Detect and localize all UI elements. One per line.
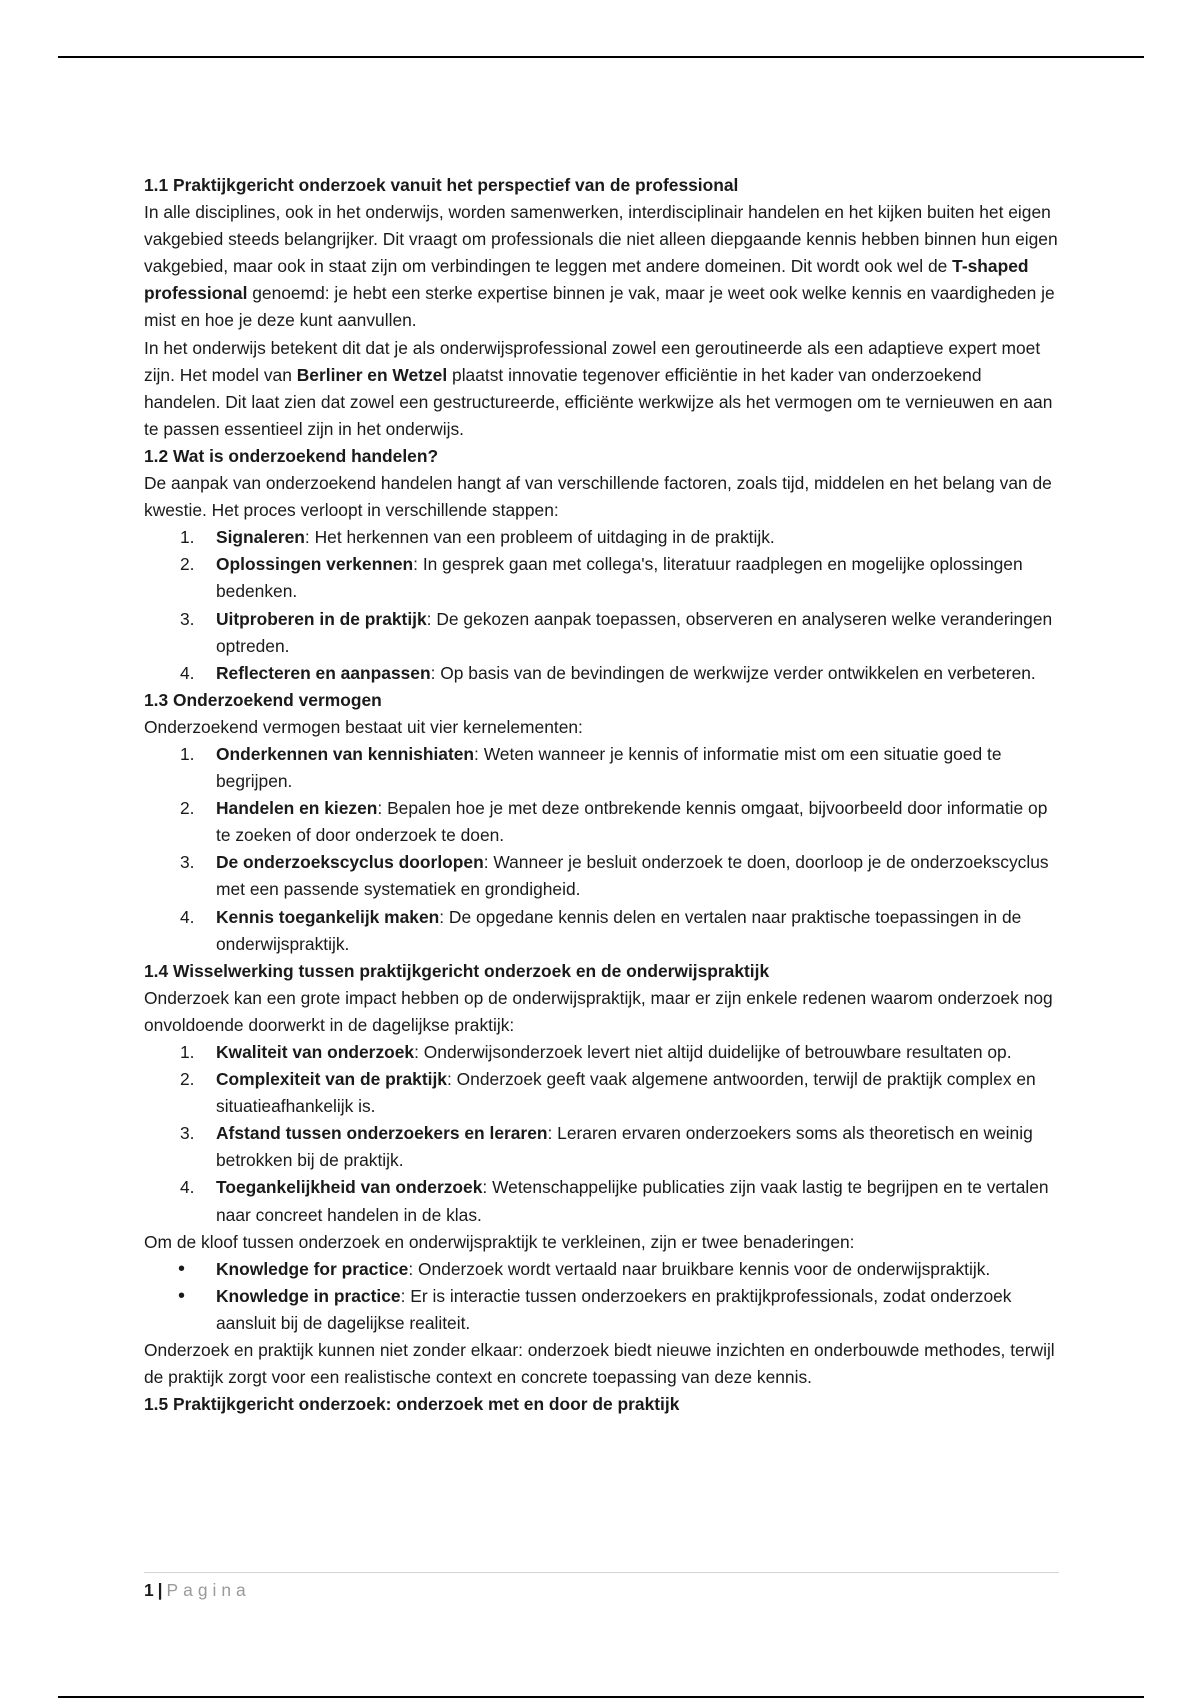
paragraph: In het onderwijs betekent dit dat je als onderwijsprofessional zowel een geroutineerde als een adaptieve expert moet zijn. Het model van Berliner en Wetzel plaatst innovatie tegenover efficiëntie in het kader van onderzoekend handelen. Dit laat zien dat zowel een gestructureerde, efficiënte werkwijze als het vermogen om te vernieuwen en aan te passen essentieel zijn in het onderwijs.	[144, 337, 1053, 439]
bottom-rule	[58, 1696, 1144, 1698]
page-footer	[144, 1578, 251, 1602]
paragraph: Onderzoek kan een grote impact hebben op de onderwijspraktijk, maar er zijn enkele redenen waarom onderzoek nog onvoldoende doorwerkt in de dagelijkse praktijk:	[144, 987, 1053, 1035]
paragraph: Onderzoek en praktijk kunnen niet zonder elkaar: onderzoek biedt nieuwe inzichten en onderbouwde methodes, terwijl de praktijk zorgt voor een realistische context en concrete toepassing van deze kennis.	[144, 1340, 1055, 1388]
bullet-item: • Knowledge for practice: Onderzoek wordt vertaald naar bruikbare kennis voor de onderwijspraktijk.	[144, 1256, 1062, 1283]
paragraph: De aanpak van onderzoekend handelen hangt af van verschillende factoren, zoals tijd, middelen en het belang van de kwestie. Het proces verloopt in verschillende stappen:	[144, 473, 1052, 521]
footer-rule	[144, 1572, 1059, 1573]
document-body	[144, 172, 1062, 1418]
section-heading: 1.2 Wat is onderzoekend handelen?	[144, 445, 439, 466]
list-item: 3. Afstand tussen onderzoekers en leraren: Leraren ervaren onderzoekers soms als theoretisch en weinig betrokken bij de praktijk.	[180, 1123, 1033, 1171]
bullet-icon: •	[178, 1257, 186, 1280]
paragraph: Onderzoekend vermogen bestaat uit vier kernelementen:	[144, 716, 583, 737]
list-item: 2. Oplossingen verkennen: In gesprek gaan met collega's, literatuur raadplegen en mogelijke oplossingen bedenken.	[180, 554, 1023, 602]
page-label: Pagina	[166, 1580, 251, 1600]
list-item: 4. Toegankelijkheid van onderzoek: Wetenschappelijke publicaties zijn vaak lastig te begrijpen en te vertalen naar concreet handelen in de klas.	[180, 1177, 1049, 1225]
section-heading: 1.4 Wisselwerking tussen praktijkgericht onderzoek en de onderwijspraktijk	[144, 960, 770, 981]
list-item: 1. Kwaliteit van onderzoek: Onderwijsonderzoek levert niet altijd duidelijke of betrouwbare resultaten op.	[180, 1042, 1012, 1062]
list-item: 4. Kennis toegankelijk maken: De opgedane kennis delen en vertalen naar praktische toepassingen in de onderwijspraktijk.	[180, 906, 1022, 954]
bullet-item: • Knowledge in practice: Er is interactie tussen onderzoekers en praktijkprofessionals, zodat onderzoek aansluit bij de dagelijkse realiteit.	[178, 1284, 1012, 1333]
list-item: 2. Handelen en kiezen: Bepalen hoe je met deze ontbrekende kennis omgaat, bijvoorbeeld door informatie op te zoeken of door onderzoek te doen.	[180, 798, 1048, 846]
page-number: 1	[144, 1580, 154, 1600]
numbered-list	[144, 524, 1062, 687]
list-item: 3. De onderzoekscyclus doorlopen: Wanneer je besluit onderzoek te doen, doorloop je de onderzoekscyclus met een passende systematiek en grondigheid.	[180, 852, 1049, 900]
bullet-icon: •	[178, 1284, 186, 1307]
paragraph: In alle disciplines, ook in het onderwijs, worden samenwerken, interdisciplinair handelen en het kijken buiten het eigen vakgebied steeds belangrijker. Dit vraagt om professionals die niet alleen diepgaande kennis hebben binnen hun eigen vakgebied, maar ook in staat zijn om verbindingen te leggen met andere domeinen. Dit wordt ook wel de T-shaped professional genoemd: je hebt een sterke expertise binnen je vak, maar je weet ook welke kennis en vaardigheden je mist en hoe je deze kunt aanvullen.	[144, 202, 1058, 331]
list-item: 1. Onderkennen van kennishiaten: Weten wanneer je kennis of informatie mist om een situatie goed te begrijpen.	[180, 743, 1002, 792]
bold-term: Berliner en Wetzel	[296, 364, 448, 385]
section-heading: 1.1 Praktijkgericht onderzoek vanuit het perspectief van de professional	[144, 175, 739, 195]
numbered-list	[144, 741, 1062, 958]
footer-separator: |	[157, 1580, 163, 1600]
list-item: 1. Signaleren: Het herkennen van een probleem of uitdaging in de praktijk.	[180, 527, 775, 548]
header-rule	[58, 56, 1144, 58]
section-heading: 1.3 Onderzoekend vermogen	[144, 689, 382, 710]
bold-term: T-shaped professional	[144, 256, 1029, 304]
section-heading: 1.5 Praktijkgericht onderzoek: onderzoek met en door de praktijk	[144, 1394, 680, 1415]
numbered-list	[144, 1039, 1062, 1229]
list-item: 3. Uitproberen in de praktijk: De gekozen aanpak toepassen, observeren en analyseren welke veranderingen optreden.	[180, 608, 1053, 656]
list-item: 2. Complexiteit van de praktijk: Onderzoek geeft vaak algemene antwoorden, terwijl de praktijk complex en situatieafhankelijk is.	[180, 1069, 1036, 1117]
paragraph: Om de kloof tussen onderzoek en onderwijspraktijk te verkleinen, zijn er twee benaderingen:	[144, 1231, 855, 1252]
bullet-list	[144, 1256, 1062, 1337]
list-item: 4. Reflecteren en aanpassen: Op basis van de bevindingen de werkwijze verder ontwikkelen en verbeteren.	[180, 662, 1036, 683]
